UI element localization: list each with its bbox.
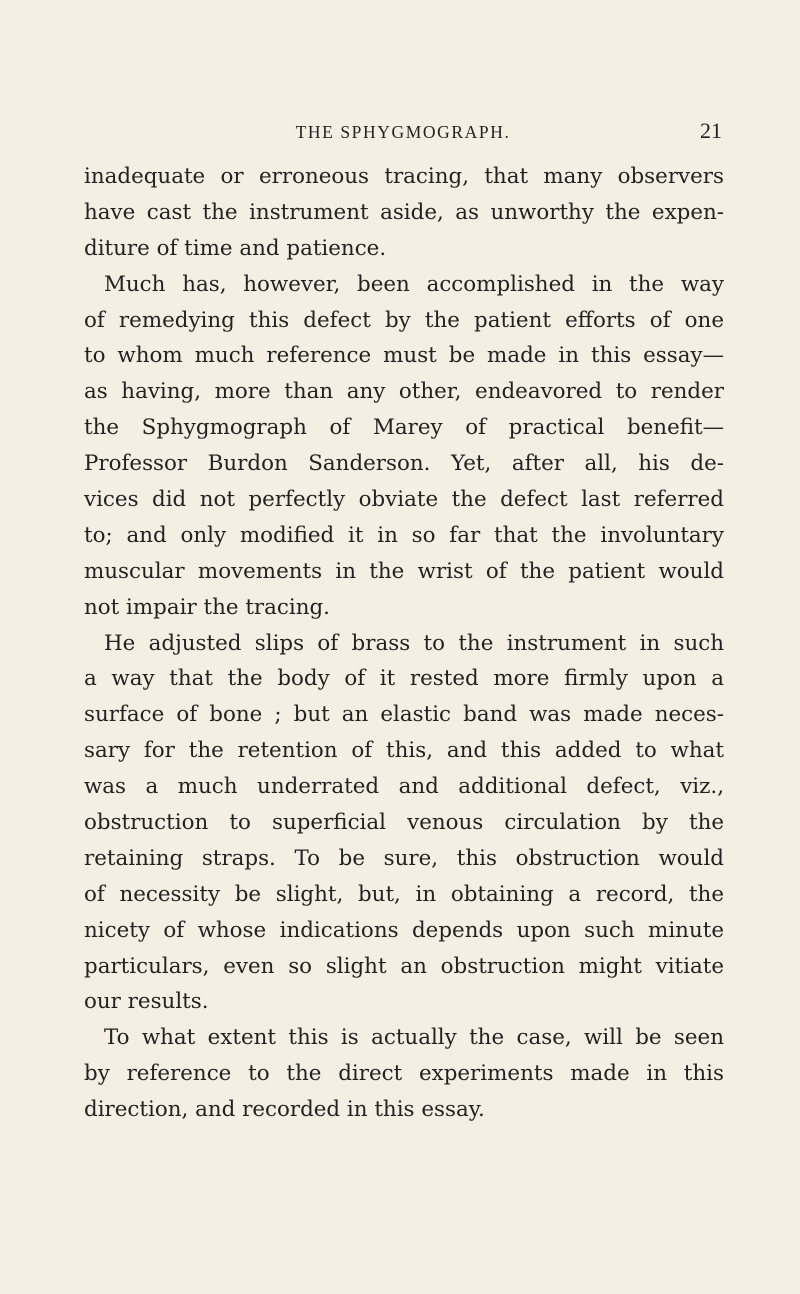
text-line: Professor Burdon Sanderson. Yet, after all, his de- [84,451,724,477]
text-line: the Sphygmograph of Marey of practical benefit— [84,415,724,441]
text-line: of remedying this defect by the patient efforts of one [84,307,724,333]
running-title: THE SPHYGMOGRAPH. [295,122,511,142]
text-line: a way that the body of it rested more firmly upon a [84,666,724,692]
text-line: have cast the instrument aside, as unworthy the expen- [84,199,724,225]
running-head [84,118,722,144]
text-line: to whom much reference must be made in this essay— [84,343,724,369]
text-line: retaining straps. To be sure, this obstruction would [84,845,724,871]
text-line: inadequate or erroneous tracing, that many observers [84,164,724,189]
text-line: not impair the tracing. [84,594,330,620]
text-line: nicety of whose indications depends upon such minute [84,917,724,943]
text-line: sary for the retention of this, and this added to what [84,738,724,764]
text-line: obstruction to superficial venous circulation by the [84,810,724,836]
text-line: muscular movements in the wrist of the patient would [84,558,724,584]
text-line: Much has, however, been accomplished in the way [104,271,724,297]
text-line: as having, more than any other, endeavored to render [84,379,724,405]
body-text [84,159,724,1128]
text-line: vices did not perfectly obviate the defect last referred [84,487,724,513]
text-line: our results. [84,989,209,1015]
text-line: was a much underrated and additional defect, viz., [84,774,724,800]
page-number: 21 [700,118,722,143]
text-line: diture of time and patience. [84,235,387,261]
text-line: surface of bone ; but an elastic band was made neces- [84,702,724,728]
text-line: To what extent this is actually the case, will be seen [104,1025,724,1051]
text-line: He adjusted slips of brass to the instrument in such [104,630,724,656]
text-line: direction, and recorded in this essay. [84,1097,485,1123]
text-line: by reference to the direct experiments made in this [84,1061,724,1087]
text-line: particulars, even so slight an obstruction might vitiate [84,953,724,979]
text-line: of necessity be slight, but, in obtaining a record, the [84,881,724,907]
text-line: to; and only modified it in so far that the involuntary [84,522,724,548]
